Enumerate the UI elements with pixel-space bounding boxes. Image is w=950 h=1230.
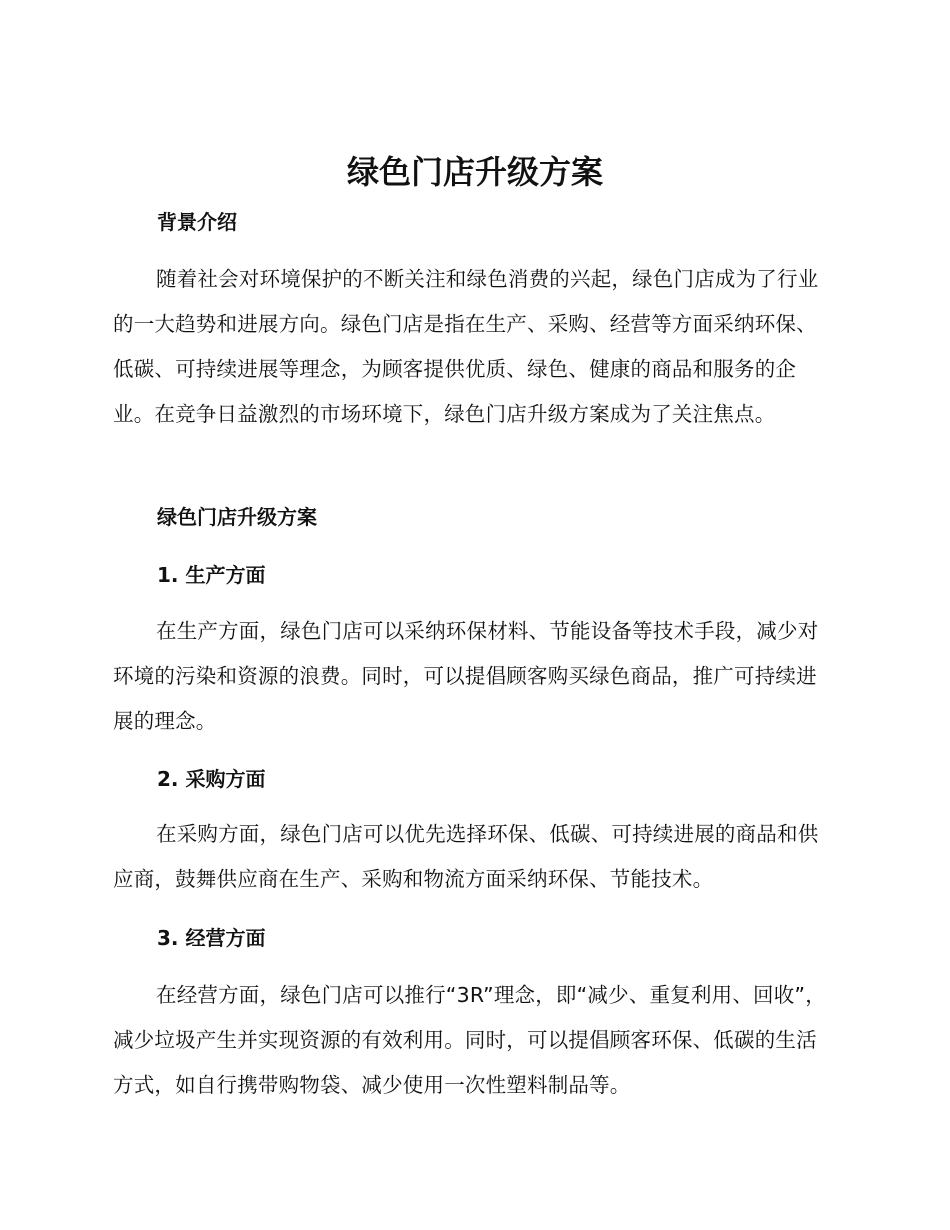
section-heading-plan: 绿色门店升级方案 (157, 505, 317, 529)
section-paragraph-procurement: 在采购方面，绿色门店可以优先选择环保、低碳、可持续进展的商品和供应商，鼓舞供应商在生产、采购和物流方面采纳环保、节能技术。 (113, 822, 819, 891)
document-title: 绿色门店升级方案 (346, 153, 603, 191)
section-paragraph-background: 随着社会对环境保护的不断关注和绿色消费的兴起，绿色门店成为了行业的一大趋势和进展方向。绿色门店是指在生产、采购、经营等方面采纳环保、低碳、可持续进展等理念，为顾客提供优质、绿色、健康的商品和服务的企业。在竞争日益激烈的市场环境下，绿色门店升级方案成为了关注焦点。 (113, 267, 819, 426)
section-heading-production: 1. 生产方面 (157, 563, 266, 587)
section-heading-operation: 3. 经营方面 (157, 926, 266, 950)
section-paragraph-production: 在生产方面，绿色门店可以采纳环保材料、节能设备等技术手段，减少对环境的污染和资源的浪费。同时，可以提倡顾客购买绿色商品，推广可持续进展的理念。 (113, 619, 819, 733)
section-heading-background: 背景介绍 (157, 210, 237, 234)
section-paragraph-operation: 在经营方面，绿色门店可以推行“3R”理念，即“减少、重复利用、回收”，减少垃圾产生并实现资源的有效利用。同时，可以提倡顾客环保、低碳的生活方式，如自行携带购物袋、减少使用一次性塑料制品等。 (113, 983, 826, 1097)
section-heading-procurement: 2. 采购方面 (157, 767, 266, 791)
